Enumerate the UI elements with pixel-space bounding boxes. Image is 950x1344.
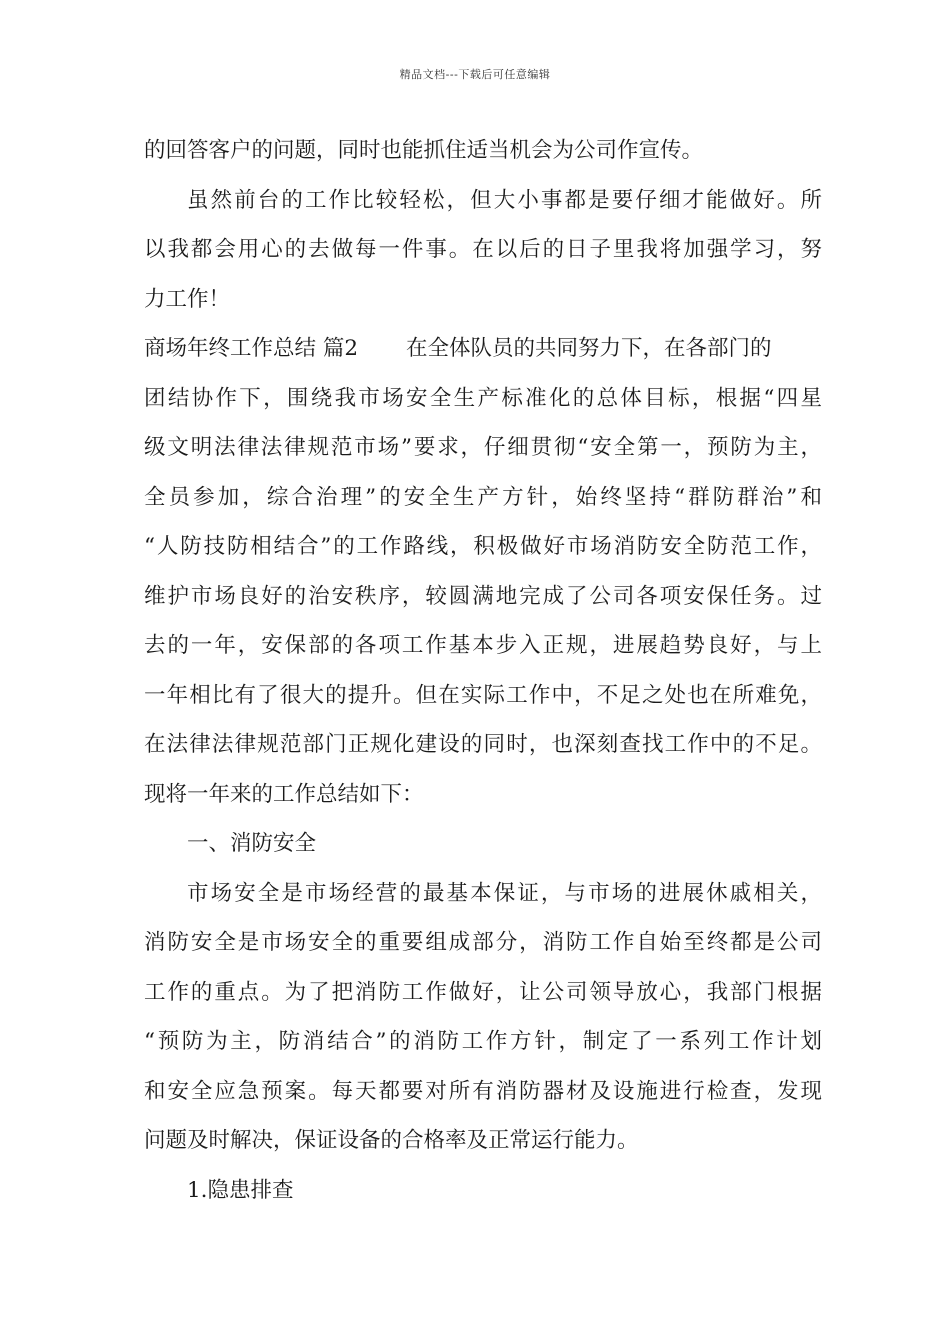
text-line: 全员参加，综合治理”的安全生产方针，始终坚持“群防群治”和	[144, 484, 822, 510]
document-body	[144, 126, 822, 1215]
section-title: 商场年终工作总结 篇2	[144, 336, 359, 361]
text-line: 虽然前台的工作比较轻松，但大小事都是要仔细才能做好。所	[187, 187, 822, 213]
text-line: 以我都会用心的去做每一件事。在以后的日子里我将加强学习，努	[144, 237, 822, 262]
text-line: 消防安全是市场安全的重要组成部分，消防工作自始至终都是公司	[144, 930, 822, 955]
text-line: 和安全应急预案。每天都要对所有消防器材及设施进行检查，发现	[144, 1078, 822, 1104]
text-line: 现将一年来的工作总结如下：	[144, 781, 424, 807]
text-line: 工作的重点。为了把消防工作做好，让公司领导放心，我部门根据	[144, 979, 822, 1005]
text-line: “预防为主，防消结合”的消防工作方针，制定了一系列工作计划	[144, 1029, 822, 1054]
text-line: 问题及时解决，保证设备的合格率及正常运行能力。	[144, 1128, 639, 1153]
text-line: “人防技防相结合”的工作路线，积极做好市场消防安全防范工作，	[144, 534, 822, 559]
text-line: 团结协作下，围绕我市场安全生产标准化的总体目标，根据“四星	[144, 385, 822, 411]
text-line: 的回答客户的问题，同时也能抓住适当机会为公司作宣传。	[144, 138, 704, 163]
page-header: 精品文档---下载后可任意编辑	[399, 68, 551, 81]
text-line: 级文明法律法律规范市场”要求，仔细贯彻“安全第一，预防为主，	[144, 435, 822, 460]
text-line: 在全体队员的共同努力下，在各部门的	[406, 336, 772, 361]
text-line: 去的一年，安保部的各项工作基本步入正规，进展趋势良好，与上	[144, 633, 822, 658]
list-item-heading: 1.隐患排查	[187, 1177, 294, 1203]
text-line: 一年相比有了很大的提升。但在实际工作中，不足之处也在所难免，	[144, 682, 822, 708]
text-line: 在法律法律规范部门正规化建设的同时，也深刻查找工作中的不足。	[144, 732, 822, 757]
text-line: 力工作！	[144, 286, 231, 312]
section-subheading: 一、消防安全	[187, 831, 317, 856]
section-heading-line	[144, 324, 822, 374]
text-line: 市场安全是市场经营的最基本保证，与市场的进展休戚相关，	[187, 880, 822, 906]
text-line: 维护市场良好的治安秩序，较圆满地完成了公司各项安保任务。过	[144, 583, 822, 609]
